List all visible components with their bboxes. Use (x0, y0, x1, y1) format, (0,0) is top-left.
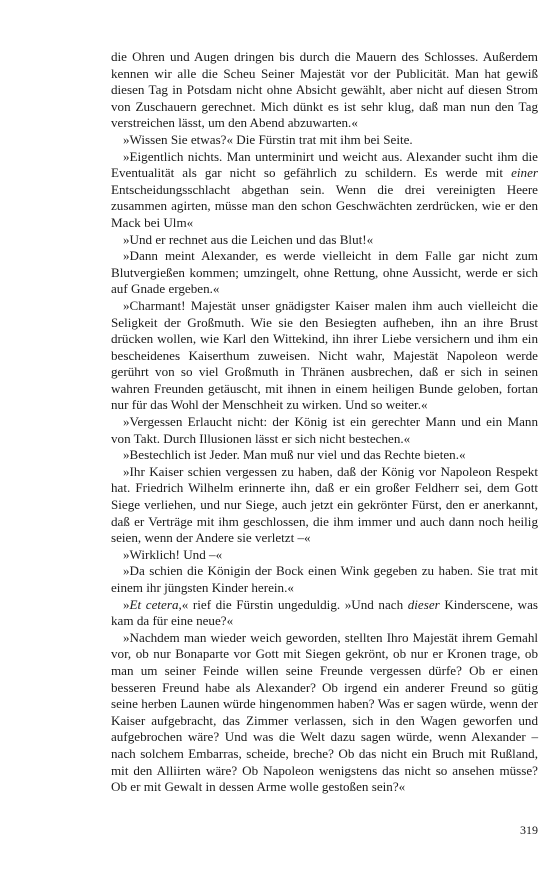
text-run: »Wirklich! Und –« (123, 546, 223, 562)
text-run: »Da schien die Königin der Bock einen Wink gegeben zu haben. Sie trat mit einem ihr jüngsten Kinder herein.« (111, 563, 538, 595)
text-run: »Charmant! Majestät unser gnädigster Kaiser malen ihm auch vielleicht die Seligkeit der Großmuth. Wie sie den Besiegten aufheben, ihn an ihre Brust drücken wollen, wie Karl den Wittekind, ihn ihrer Liebe versichern und ihm ein bescheidenes Kaiserthum zuweisen. Nicht wahr, Majestät Napoleon werde gerührt von so viel Großmuth in Thränen ausbrechen, daß er sich in seinen wahren Freunden getäuscht, mit ihnen in einem heiligen Bunde geloben, fortan nur für das Wohl der Menschheit zu wirken. Und so weiter.« (111, 297, 538, 413)
paragraph (111, 464, 538, 547)
paragraph (111, 149, 538, 232)
paragraph (111, 232, 538, 249)
text-run: Entscheidungsschlacht abgethan sein. Wenn die drei vereinigten Heere zusammen agirten, müsse man den schon Geschwächten zerdrücken, wie er den Mack bei Ulm« (111, 181, 538, 230)
paragraph (111, 132, 538, 149)
paragraph (111, 597, 538, 630)
paragraph (111, 49, 538, 132)
text-run: »Vergessen Erlaucht nicht: der König ist ein gerechter Mann und ein Mann von Takt. Durch Illusionen lässt er sich nicht bestechen.« (111, 414, 538, 446)
paragraph (111, 248, 538, 298)
paragraph (111, 547, 538, 564)
italic-text: einer (511, 165, 538, 181)
body-text (111, 49, 538, 796)
text-run: »Nachdem man wieder weich geworden, stellten Ihro Majestät ihrem Gemahl vor, ob nur Bonaparte vor Gott mit Siegen gekrönt, ob nur er Kronen trage, ob man um seiner Feinde willen seine Freunde vergessen dürfe? Ob er einen besseren Freund habe als Alexander? Ob irgend ein anderer Freund so gütig seine herben Launen würde hingenommen haben? Was er sagen würde, wenn der Kaiser aufgebracht, das Zimmer verlassen, sich in den Wagen geworfen und aufgebrochen wäre? Und was die Welt dazu sagen würde, wenn Alexander – nach solchem Embarras, scheide, breche? Ob das nicht ein Bruch mit Rußland, mit den Alliirten wäre? Ob Napoleon wenigstens das nicht so ansehen müsse? Ob er mit Gewalt in dessen Arme wolle gestoßen sein?« (111, 629, 538, 795)
text-run: »Dann meint Alexander, es werde vielleicht in dem Falle gar nicht zum Blutvergießen kommen; umzingelt, ohne Rettung, ohne Aussicht, werde er sich auf Gnade ergeben.« (111, 248, 538, 297)
text-run: Kinderscene, was kam da für eine neue?« (111, 596, 538, 629)
text-run: »Wissen Sie etwas?« Die Fürstin trat mit ihm bei Seite. (123, 131, 413, 147)
text-run: » (123, 596, 130, 612)
paragraph (111, 630, 538, 796)
text-run: »Bestechlich ist Jeder. Man muß nur viel und das Rechte bieten.« (123, 447, 466, 463)
paragraph (111, 563, 538, 596)
italic-text: Et cetera, (129, 596, 182, 612)
page-number: 319 (520, 823, 538, 837)
text-run: »Und er rechnet aus die Leichen und das Blut!« (123, 231, 374, 247)
text-run: « rief die Fürstin ungeduldig. »Und nach (181, 596, 408, 612)
paragraph (111, 298, 538, 414)
text-run: die Ohren und Augen dringen bis durch die Mauern des Schlosses. Außerdem kennen wir alle die Scheu Seiner Majestät vor der Publicität. Man hat gewiß diesen Tag in Potsdam nicht ohne Absicht gewählt, aber nicht auf diesen Strom von Zuschauern gerechnet. Mich dünkt es ist sehr klug, daß man nun den Tag verstreichen lässt, um den Abend abzuwarten.« (111, 49, 538, 131)
italic-text: dieser (407, 596, 440, 612)
paragraph (111, 447, 538, 464)
text-run: »Eigentlich nichts. Man unterminirt und weicht aus. Alexander sucht ihm die Eventualität als gar nicht so gefährlich zu schildern. Es werde mit (111, 148, 538, 181)
paragraph (111, 414, 538, 447)
text-run: »Ihr Kaiser schien vergessen zu haben, daß der König vor Napoleon Respekt hat. Friedrich Wilhelm erinnerte ihn, daß er ein großer Feldherr sei, dem Gott Siege verliehen, und nur Siege, auch jetzt ein gekrönter Fürst, den er anerkannt, daß er Verträge mit ihm geschlossen, die ihm immer und auch dann noch heilig seien, wenn der Andere sie verletzt –« (111, 463, 538, 546)
